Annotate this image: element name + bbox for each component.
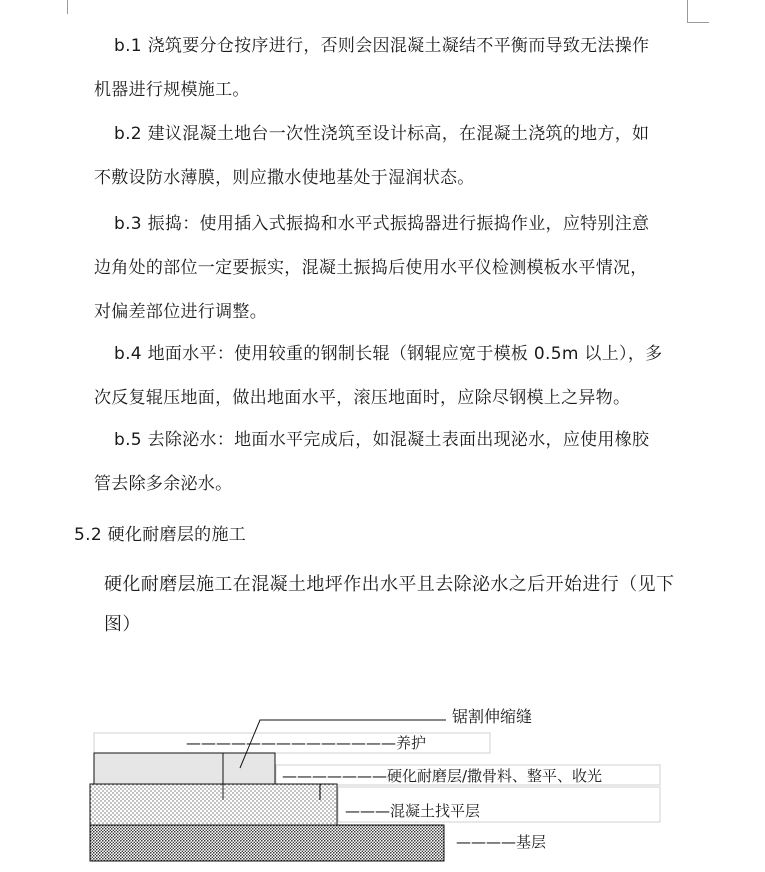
base-layer <box>90 825 444 861</box>
paragraph-b4 <box>94 332 694 420</box>
leveling-layer <box>90 784 337 825</box>
paragraph-line: b.1 浇筑要分仓按序进行，否则会因混凝土凝结不平衡而导致无法操作 <box>114 36 650 56</box>
paragraph-b2 <box>94 112 694 200</box>
leveling-label: ———混凝土找平层 <box>345 802 481 820</box>
hardener-layer <box>94 753 275 784</box>
crop-mark-top-right-h <box>687 22 709 23</box>
paragraph-b1 <box>94 24 694 112</box>
section-heading: 5.2 硬化耐磨层的施工 <box>74 525 247 545</box>
curing-label: ——————————————养护 <box>186 734 427 752</box>
paragraph-line: 管去除多余泌水。 <box>94 474 233 494</box>
paragraph-line: b.4 地面水平：使用较重的钢制长辊（钢辊应宽于模板 0.5m 以上），多 <box>114 344 663 364</box>
paragraph-line: b.5 去除泌水：地面水平完成后，如混凝土表面出现泌水，应使用橡胶 <box>114 430 650 450</box>
paragraph-line: b.3 振捣：使用插入式振捣和水平式振捣器进行振捣作业，应特别注意 <box>114 214 650 234</box>
hardener-label: ———————硬化耐磨层/撒骨料、整平、收光 <box>282 767 603 785</box>
base-label: ————基层 <box>456 833 547 851</box>
paragraph-b5 <box>94 418 694 506</box>
paragraph-line: 机器进行规模施工。 <box>94 80 250 100</box>
intro-line: 硬化耐磨层施工在混凝土地坪作出水平且去除泌水之后开始进行（见下 <box>104 574 675 595</box>
paragraph-b3 <box>94 202 694 334</box>
intro-paragraph <box>104 565 704 645</box>
paragraph-line: 不敷设防水薄膜，则应撒水使地基处于湿润状态。 <box>94 168 475 188</box>
floor-layer-diagram <box>0 690 765 872</box>
crop-mark-top-right-v <box>687 0 688 22</box>
paragraph-line: 对偏差部位进行调整。 <box>94 302 267 322</box>
paragraph-line: b.2 建议混凝土地台一次性浇筑至设计标高，在混凝土浇筑的地方，如 <box>114 124 650 144</box>
crop-mark-top-left <box>67 0 68 14</box>
intro-line: 图） <box>104 614 141 635</box>
paragraph-line: 次反复辊压地面，做出地面水平，滚压地面时，应除尽钢模上之异物。 <box>94 388 631 408</box>
paragraph-line: 边角处的部位一定要振实，混凝土振捣后使用水平仪检测模板水平情况， <box>94 258 648 278</box>
saw-joint-label: 锯割伸缩缝 <box>452 707 533 726</box>
